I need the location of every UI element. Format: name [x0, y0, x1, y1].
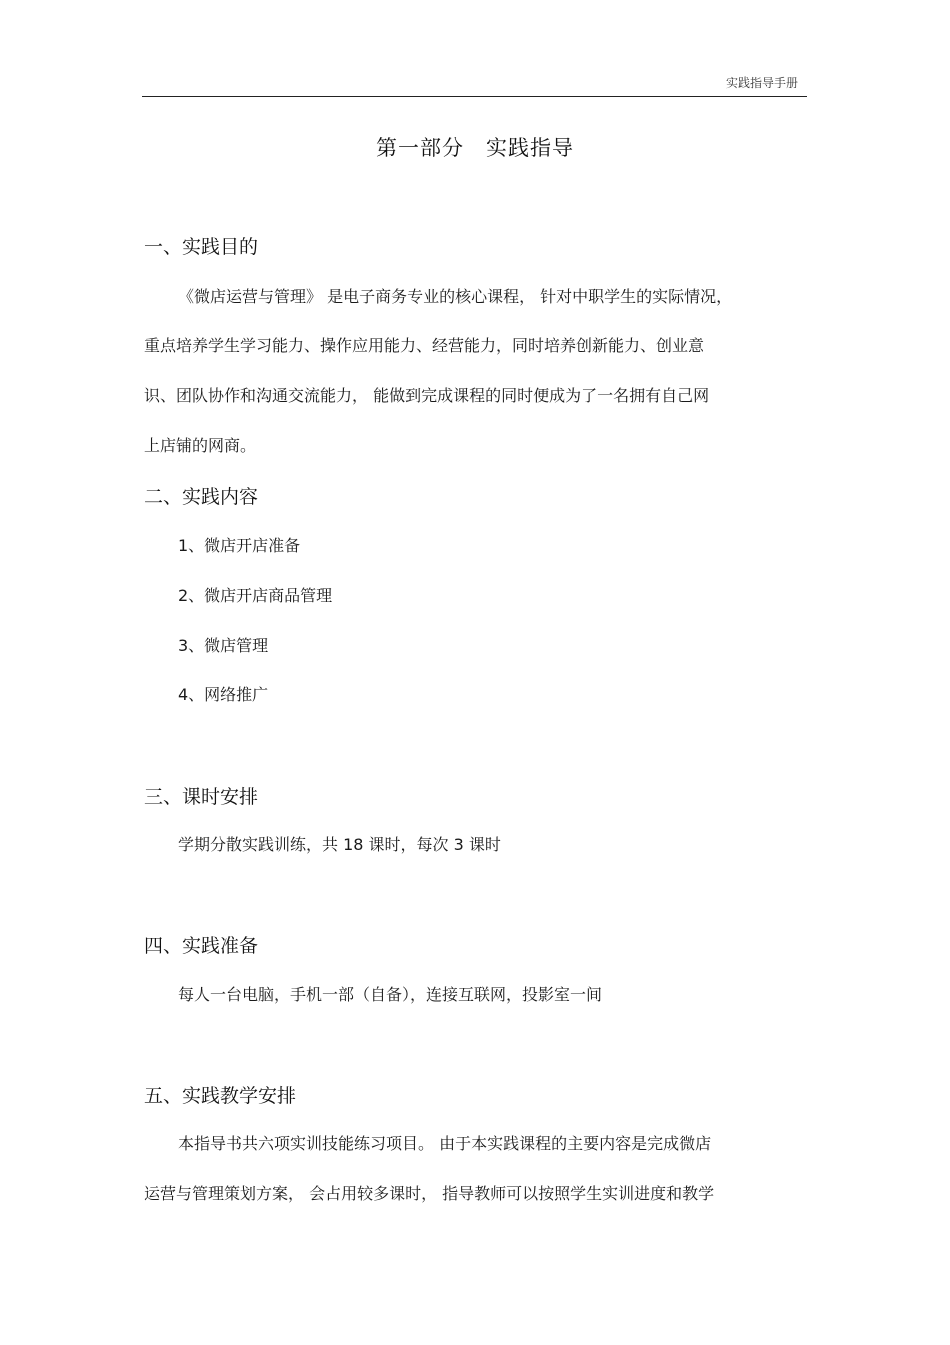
page-title: 第一部分 实践指导: [376, 136, 574, 160]
list-item: 4、网络推广: [178, 685, 269, 704]
paragraph-line: 识、团队协作和沟通交流能力， 能做到完成课程的同时便成为了一名拥有自己网: [144, 386, 710, 405]
section-heading-preparation: 四、实践准备: [144, 935, 259, 957]
header-rule: [142, 96, 807, 97]
section-heading-schedule: 三、课时安排: [144, 786, 259, 808]
paragraph-line: 《微店运营与管理》 是电子商务专业的核心课程， 针对中职学生的实际情况，: [178, 287, 733, 306]
paragraph-line: 重点培养学生学习能力、操作应用能力、经营能力，同时培养创新能力、创业意: [144, 336, 705, 355]
list-item: 3、微店管理: [178, 636, 269, 655]
list-item: 1、微店开店准备: [178, 536, 301, 555]
section-heading-teaching: 五、实践教学安排: [144, 1085, 297, 1107]
paragraph-line: 学期分散实践训练，共 18 课时，每次 3 课时: [178, 835, 501, 854]
list-item: 2、微店开店商品管理: [178, 586, 333, 605]
paragraph-line: 运营与管理策划方案， 会占用较多课时， 指导教师可以按照学生实训进度和教学: [144, 1184, 715, 1203]
paragraph-line: 每人一台电脑，手机一部（自备），连接互联网，投影室一间: [178, 985, 603, 1004]
section-heading-purpose: 一、实践目的: [144, 236, 259, 258]
paragraph-line: 本指导书共六项实训技能练习项目。 由于本实践课程的主要内容是完成微店: [178, 1134, 712, 1153]
section-heading-content: 二、实践内容: [144, 486, 259, 508]
header-label: 实践指导手册: [725, 76, 798, 90]
paragraph-line: 上店铺的网商。: [144, 436, 257, 455]
